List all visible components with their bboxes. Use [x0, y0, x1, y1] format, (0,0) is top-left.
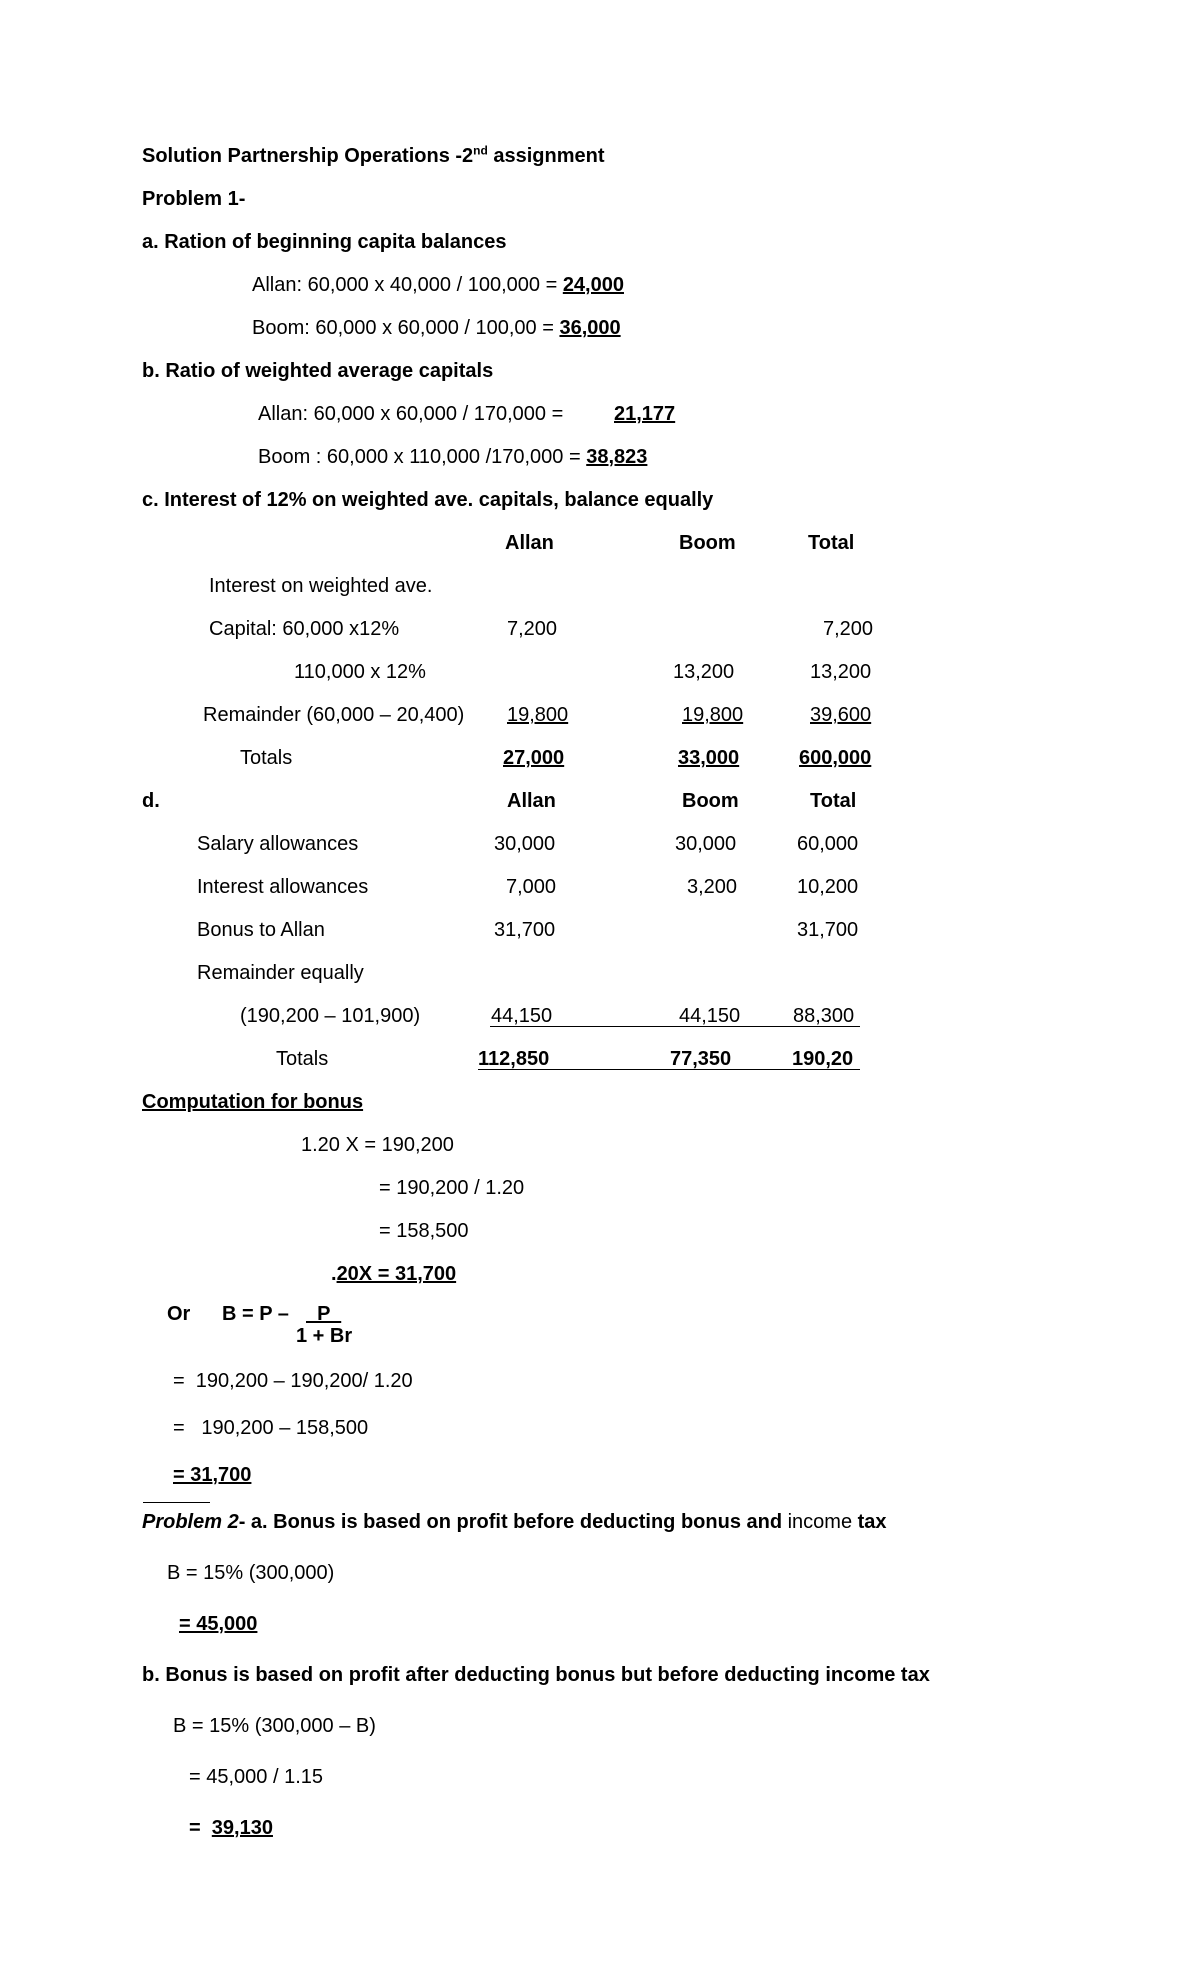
- bonus-formula-numerator: P: [306, 1303, 342, 1325]
- c-capital-label: Capital: 60,000 x12%: [209, 618, 400, 640]
- allan-expression: Allan: 60,000 x 40,000 / 100,000 =: [252, 274, 563, 296]
- d-interest-label: Interest allowances: [197, 876, 369, 898]
- c-remainder-boom: 19,800: [682, 704, 744, 726]
- bonus-line3: = 158,500: [379, 1220, 469, 1242]
- bonus-step2: = 190,200 – 158,500: [173, 1417, 369, 1439]
- problem2-b-line3-value: 39,130: [211, 1817, 273, 1839]
- part-c-heading: c. Interest of 12% on weighted ave. capitals, balance equally: [142, 489, 714, 511]
- part-b-allan-result: 21,177: [614, 403, 676, 425]
- d-bonus-label: Bonus to Allan: [197, 919, 325, 941]
- problem2-b-line2: = 45,000 / 1.15: [189, 1766, 324, 1788]
- d-interest-total: 10,200: [797, 876, 859, 898]
- title-suffix: assignment: [487, 145, 605, 167]
- problem2-a-heading-part1: - a. Bonus is based on profit before deducting bonus and: [238, 1511, 788, 1533]
- c-totals-boom: 33,000: [678, 747, 740, 769]
- part-a-heading: a. Ration of beginning capita balances: [142, 231, 507, 253]
- c-col-total: Total: [808, 532, 855, 554]
- boom-result: 36,000: [559, 317, 621, 339]
- d-salary-allan: 30,000: [494, 833, 556, 855]
- bonus-formula-denominator: 1 + Br: [296, 1325, 353, 1347]
- c-capital-total: 7,200: [823, 618, 874, 640]
- d-remainder-sub: (190,200 – 101,900): [240, 1005, 421, 1027]
- allan-result: 24,000: [562, 274, 624, 296]
- c-remainder-total: 39,600: [810, 704, 872, 726]
- d-salary-total: 60,000: [797, 833, 859, 855]
- d-col-allan: Allan: [507, 790, 556, 812]
- c-remainder-allan: 19,800: [507, 704, 569, 726]
- d-totals-label: Totals: [276, 1048, 329, 1070]
- title-text: Solution Partnership Operations -2: [142, 145, 474, 167]
- d-totals-total: 190,20: [792, 1048, 854, 1070]
- bonus-formula-left: B = P –: [222, 1303, 289, 1325]
- c-boom-capital-total: 13,200: [810, 661, 872, 683]
- problem2-a-heading-part3: tax: [852, 1511, 887, 1533]
- bonus-line1: 1.20 X = 190,200: [301, 1134, 454, 1156]
- problem2-b-line1: B = 15% (300,000 – B): [173, 1715, 376, 1737]
- bonus-step1: = 190,200 – 190,200/ 1.20: [173, 1370, 413, 1392]
- part-d-heading: d.: [142, 790, 160, 812]
- bonus-line4-value: 20X = 31,700: [336, 1263, 457, 1285]
- d-totals-boom: 77,350: [670, 1048, 732, 1070]
- d-interest-boom: 3,200: [687, 876, 738, 898]
- d-totals-allan: 112,850: [478, 1048, 550, 1070]
- boom-expression: Boom : 60,000 x 110,000 /170,000 =: [258, 446, 587, 468]
- bonus-step3: = 31,700: [173, 1464, 252, 1486]
- boom-result: 38,823: [586, 446, 648, 468]
- c-totals-total: 600,000: [799, 747, 872, 769]
- bonus-separator: [143, 1502, 210, 1503]
- c-totals-label: Totals: [240, 747, 293, 769]
- d-col-total: Total: [810, 790, 857, 812]
- problem2-b-heading: b. Bonus is based on profit after deducting bonus but before deducting income tax: [142, 1664, 930, 1686]
- d-bonus-total: 31,700: [797, 919, 859, 941]
- c-interest-label: Interest on weighted ave.: [209, 575, 433, 597]
- part-a-boom-line: [252, 316, 621, 340]
- boom-expression: Boom: 60,000 x 60,000 / 100,00 =: [252, 317, 560, 339]
- d-remainder-label: Remainder equally: [197, 962, 364, 984]
- d-remainder-boom: 44,150: [679, 1005, 741, 1027]
- d-remainder-total: 88,300: [793, 1005, 855, 1027]
- d-remainder-allan: 44,150: [491, 1005, 553, 1027]
- d-salary-label: Salary allowances: [197, 833, 359, 855]
- page-title: [142, 144, 605, 168]
- c-remainder-label: Remainder (60,000 – 20,400): [203, 704, 465, 726]
- allan-expression: Allan: 60,000 x 60,000 / 170,000 =: [258, 403, 564, 425]
- problem1-heading: Problem 1-: [142, 188, 246, 210]
- problem2-a-heading: [142, 1510, 887, 1534]
- d-bonus-allan: 31,700: [494, 919, 556, 941]
- d-col-boom: Boom: [682, 790, 739, 812]
- title-superscript: nd: [473, 143, 488, 158]
- c-boom-capital-boom: 13,200: [673, 661, 735, 683]
- problem2-b-line3-prefix: =: [189, 1817, 212, 1839]
- problem2-a-line2: = 45,000: [179, 1613, 258, 1635]
- part-b-boom-line: [258, 445, 647, 469]
- c-col-boom: Boom: [679, 532, 736, 554]
- bonus-line4-prefix: .: [331, 1263, 337, 1285]
- d-remainder-underline: [490, 1026, 860, 1027]
- c-boom-capital-label: 110,000 x 12%: [294, 661, 426, 683]
- d-interest-allan: 7,000: [506, 876, 557, 898]
- bonus-or: Or: [167, 1303, 191, 1325]
- bonus-line2: = 190,200 / 1.20: [379, 1177, 525, 1199]
- c-col-allan: Allan: [505, 532, 554, 554]
- problem2-a-line1: B = 15% (300,000): [167, 1562, 335, 1584]
- problem2-a-heading-part2: income: [787, 1511, 853, 1533]
- part-b-heading: b. Ratio of weighted average capitals: [142, 360, 494, 382]
- d-totals-underline: [478, 1069, 860, 1070]
- part-b-allan-line: [258, 402, 563, 426]
- problem2-label: Problem 2: [142, 1511, 239, 1533]
- c-totals-allan: 27,000: [503, 747, 565, 769]
- part-a-allan-line: [252, 273, 624, 297]
- problem2-b-line3: [189, 1816, 273, 1840]
- d-salary-boom: 30,000: [675, 833, 737, 855]
- c-capital-allan: 7,200: [507, 618, 558, 640]
- bonus-heading: Computation for bonus: [142, 1091, 364, 1113]
- bonus-line4: [331, 1262, 456, 1286]
